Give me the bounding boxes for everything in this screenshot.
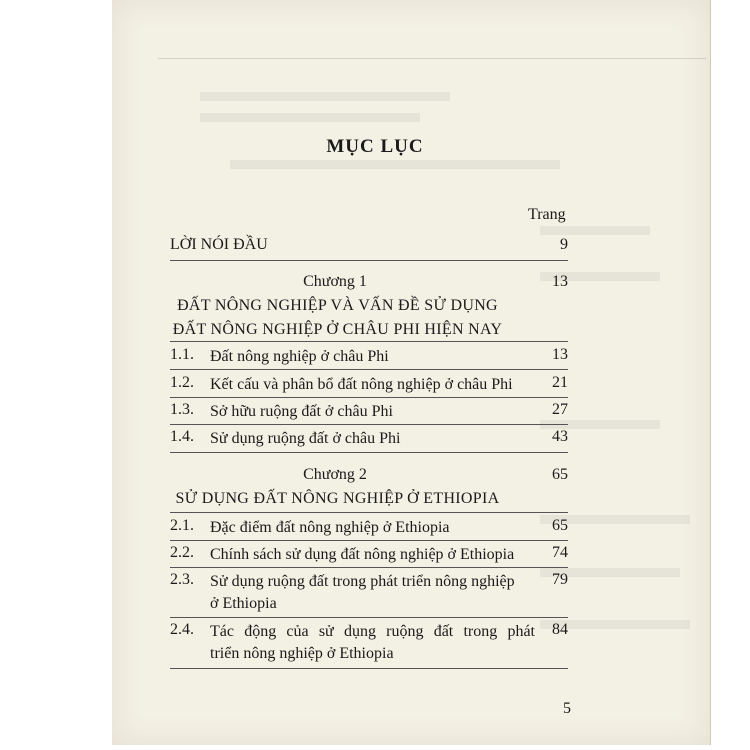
- section-number: 1.2.: [170, 374, 194, 391]
- toc-entry-label: LỜI NÓI ĐẦU: [170, 236, 268, 253]
- bleed-through-line: [200, 92, 450, 101]
- section-page: 43: [552, 428, 568, 445]
- section-page: 13: [552, 346, 568, 363]
- divider: [170, 512, 568, 513]
- chapter-title: [170, 487, 505, 511]
- page-number: 5: [563, 700, 571, 717]
- bleed-through-line: [200, 113, 420, 122]
- section-number: 2.3.: [170, 571, 194, 588]
- chapter-page: 65: [552, 466, 568, 483]
- chapter-title-line: SỬ DỤNG ĐẤT NÔNG NGHIỆP Ở ETHIOPIA: [175, 490, 500, 507]
- divider: [170, 341, 568, 342]
- section-page: 65: [552, 517, 568, 534]
- divider: [170, 567, 568, 568]
- bleed-through-line: [230, 160, 560, 169]
- divider: [170, 452, 568, 453]
- section-title-line: Tác động của sử dụng ruộng đất trong phát: [210, 623, 535, 640]
- section-title: Chính sách sử dụng đất nông nghiệp ở Ethiopia: [210, 546, 515, 563]
- section-number: 1.3.: [170, 401, 194, 418]
- toc-entry-page: 9: [560, 236, 568, 253]
- section-page: 79: [552, 571, 568, 588]
- chapter-title: [170, 294, 505, 342]
- section-number: 1.4.: [170, 428, 194, 445]
- section-title-line: triển nông nghiệp ở Ethiopia: [210, 645, 394, 662]
- section-title: Sở hữu ruộng đất ở châu Phi: [210, 403, 393, 420]
- section-title: Đất nông nghiệp ở châu Phi: [210, 348, 389, 365]
- page-column-label: Trang: [528, 206, 566, 223]
- divider: [170, 369, 568, 370]
- chapter-label: Chương 1: [303, 273, 367, 290]
- divider: [170, 540, 568, 541]
- chapter-page: 13: [552, 273, 568, 290]
- divider: [170, 260, 568, 261]
- section-title: [210, 621, 535, 665]
- section-number: 2.2.: [170, 544, 194, 561]
- divider: [170, 397, 568, 398]
- section-title: Sử dụng ruộng đất ở châu Phi: [210, 430, 401, 447]
- section-page: 27: [552, 401, 568, 418]
- divider: [170, 424, 568, 425]
- bleed-through-rule: [158, 58, 706, 59]
- section-number: 2.1.: [170, 517, 194, 534]
- section-title: Đặc điểm đất nông nghiệp ở Ethiopia: [210, 519, 450, 536]
- bleed-through-line: [540, 226, 650, 235]
- chapter-title-line: ĐẤT NÔNG NGHIỆP Ở CHÂU PHI HIỆN NAY: [172, 321, 503, 338]
- chapter-title-line: ĐẤT NÔNG NGHIỆP VÀ VẤN ĐỀ SỬ DỤNG: [177, 297, 498, 314]
- section-number: 2.4.: [170, 621, 194, 638]
- section-title: Kết cấu và phân bổ đất nông nghiệp ở châu Phi: [210, 376, 513, 393]
- section-page: 74: [552, 544, 568, 561]
- section-page: 21: [552, 374, 568, 391]
- chapter-label: Chương 2: [303, 466, 367, 483]
- divider: [170, 617, 568, 618]
- divider: [170, 668, 568, 669]
- section-title-line: ở Ethiopia: [210, 595, 277, 612]
- section-number: 1.1.: [170, 346, 194, 363]
- section-title: [210, 571, 535, 615]
- toc-title: MỤC LỤC: [326, 136, 424, 157]
- section-page: 84: [552, 621, 568, 638]
- section-title-line: Sử dụng ruộng đất trong phát triển nông nghiệp: [210, 573, 515, 590]
